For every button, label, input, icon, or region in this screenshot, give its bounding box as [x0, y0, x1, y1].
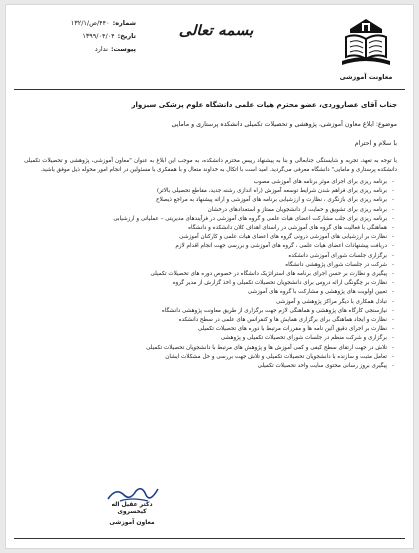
footer-divider: [14, 538, 405, 539]
list-item: - دریافت پیشنهادات اعضای هیات علمی ، گروه های آموزشی و بررسی جهت انجام اقدام لازم: [24, 242, 387, 251]
list-item: - نیازسنجی کارگاه های پژوهشی و هماهنگی لازم جهت برگزاری از طریق معاونت پژوهشی دانشگاه: [24, 307, 387, 316]
university-logo: [337, 17, 395, 83]
attachment-value: ندارد: [94, 45, 108, 53]
list-item: - برنامه ریزی برای اجرای موثر برنامه های آموزشی مصوب: [24, 178, 387, 187]
list-item: - تعیین اولویت های پژوهشی و مشارکت با گروه های آموزشی: [24, 288, 387, 297]
greeting-line: با سلام و احترام: [354, 140, 397, 148]
signer-title: معاون آموزشی: [109, 519, 155, 526]
list-item: - برنامه ریزی برای فراهم شدن شرایط توسعه آموزش (راه اندازی رشته جدید، مقاطع تحصیلی بالاتر): [24, 187, 387, 196]
list-item: - نظارت بر ارزشیابی های آموزشی درونی گروه های اعضای هیات علمی و کارکنان آموزشی: [24, 233, 387, 242]
number-label: شماره:: [112, 19, 136, 27]
list-item: - شرکت در جلسات شورای پژوهشی دانشگاه: [24, 261, 387, 270]
duties-list: [24, 178, 397, 371]
list-item: - هماهنگی با فعالیت های گروه های آموزشی در راستای اهداف کلان دانشکده و دانشگاه: [24, 224, 387, 233]
list-item: - نظارت بر اجرای دقیق آئین نامه ها و مقررات مرتبط با دوره های تحصیلات تکمیلی: [24, 325, 387, 334]
subject-line: موضوع: ابلاغ معاون آموزشی، پژوهشی و تحصیلات تکمیلی دانشکده پرستاری و مامایی: [171, 121, 397, 129]
number-value: ۴۴۰/ص/۱۳۲/۱: [70, 19, 110, 27]
list-item: - نظارت و ایجاد هماهنگی برای برگزاری همایش ها و کنفرانس های علمی در سطح دانشکده: [24, 316, 387, 325]
list-item: - تبادل همکاری با دیگر مراکز پژوهشی و آموزشی: [24, 298, 387, 307]
book-logo-icon: [338, 17, 394, 67]
letter-meta: [16, 17, 136, 56]
recipient-line: جناب آقای عصاروردی، عضو محترم هیات علمی دانشگاه علوم پزشکی سبزوار: [131, 101, 397, 109]
list-item: - پیگیری و نظارت بر حسن اجرای برنامه های استراتژیک دانشگاه در خصوص دوره های تحصیلات تکمیلی: [24, 270, 387, 279]
logo-caption: معاونت آموزشی: [339, 73, 393, 81]
list-item: - تعامل مثبت و سازنده با دانشجویان تحصیلات تکمیلی و تلاش جهت بررسی و حل مشکلات ایشان: [24, 353, 387, 362]
list-item: - برنامه ریزی برای بازنگری ، نظارت و ارزشیابی برنامه های آموزشی و ارائه پیشنهاد به مراجع ذیصلاح: [24, 196, 387, 205]
list-item: - برگزاری و شرکت منظم در جلسات شورای تحصیلات تکمیلی و پژوهشی: [24, 334, 387, 343]
signature-block: [102, 483, 162, 526]
bismillah-heading: بسمه تعالی: [178, 23, 254, 39]
list-item: - برنامه ریزی برای تشویق و حمایت از دانشجویان ممتاز و استعدادهای درخشان: [24, 206, 387, 215]
list-item: - برنامه ریزی برای جلب مشارکت اعضای هیات علمی و گروه های آموزشی در فرآیندهای مدیریتی – عملیاتی و ارزشیابی: [24, 215, 387, 224]
list-item: - تلاش در جهت ارتقای سطح کیفی و کمی آموزش ها و پژوهش های مرتبط با دانشجویان تحصیلات تکمیلی: [24, 344, 387, 353]
date-value: ۱۳۹۹/۰۴/۰۴: [82, 32, 115, 40]
letter-page: [5, 4, 414, 549]
letter-attachment: [16, 43, 136, 56]
letter-body: [24, 101, 397, 371]
intro-paragraph: با توجه به تعهد، تجربه و شایستگی جنابعالی و بنا به پیشنهاد رییس محترم دانشکده، به موجب این ابلاغ به عنوان "معاون آموزشی، پژوهشی و تحصیلات تکمیلی دانشکده پرستاری و مامایی" دانشگاه معرفی می‌گردید. امید است با اتکال به خداوند متعال و با همفکری با مسئولین در انجام امور محوله ذیل موفق باشید.: [24, 157, 397, 173]
list-item: - برگزاری جلسات شورای آموزشی دانشکده: [24, 252, 387, 261]
list-item: - نظارت بر چگونگی ارائه دروس برای دانشجویان تحصیلات تکمیلی و اخذ گزارش از مدیر گروه: [24, 279, 387, 288]
signer-name: دکتر عقیل اله کیخسروی: [111, 501, 153, 515]
attachment-label: پیوست:: [110, 45, 136, 53]
letter-number: [16, 17, 136, 30]
date-label: تاریخ:: [117, 32, 136, 40]
letter-date: [16, 30, 136, 43]
list-item: - پیگیری بروز رسانی محتوی سایت واحد تحصیلات تکمیلی: [24, 362, 387, 371]
header-divider: [14, 89, 405, 90]
